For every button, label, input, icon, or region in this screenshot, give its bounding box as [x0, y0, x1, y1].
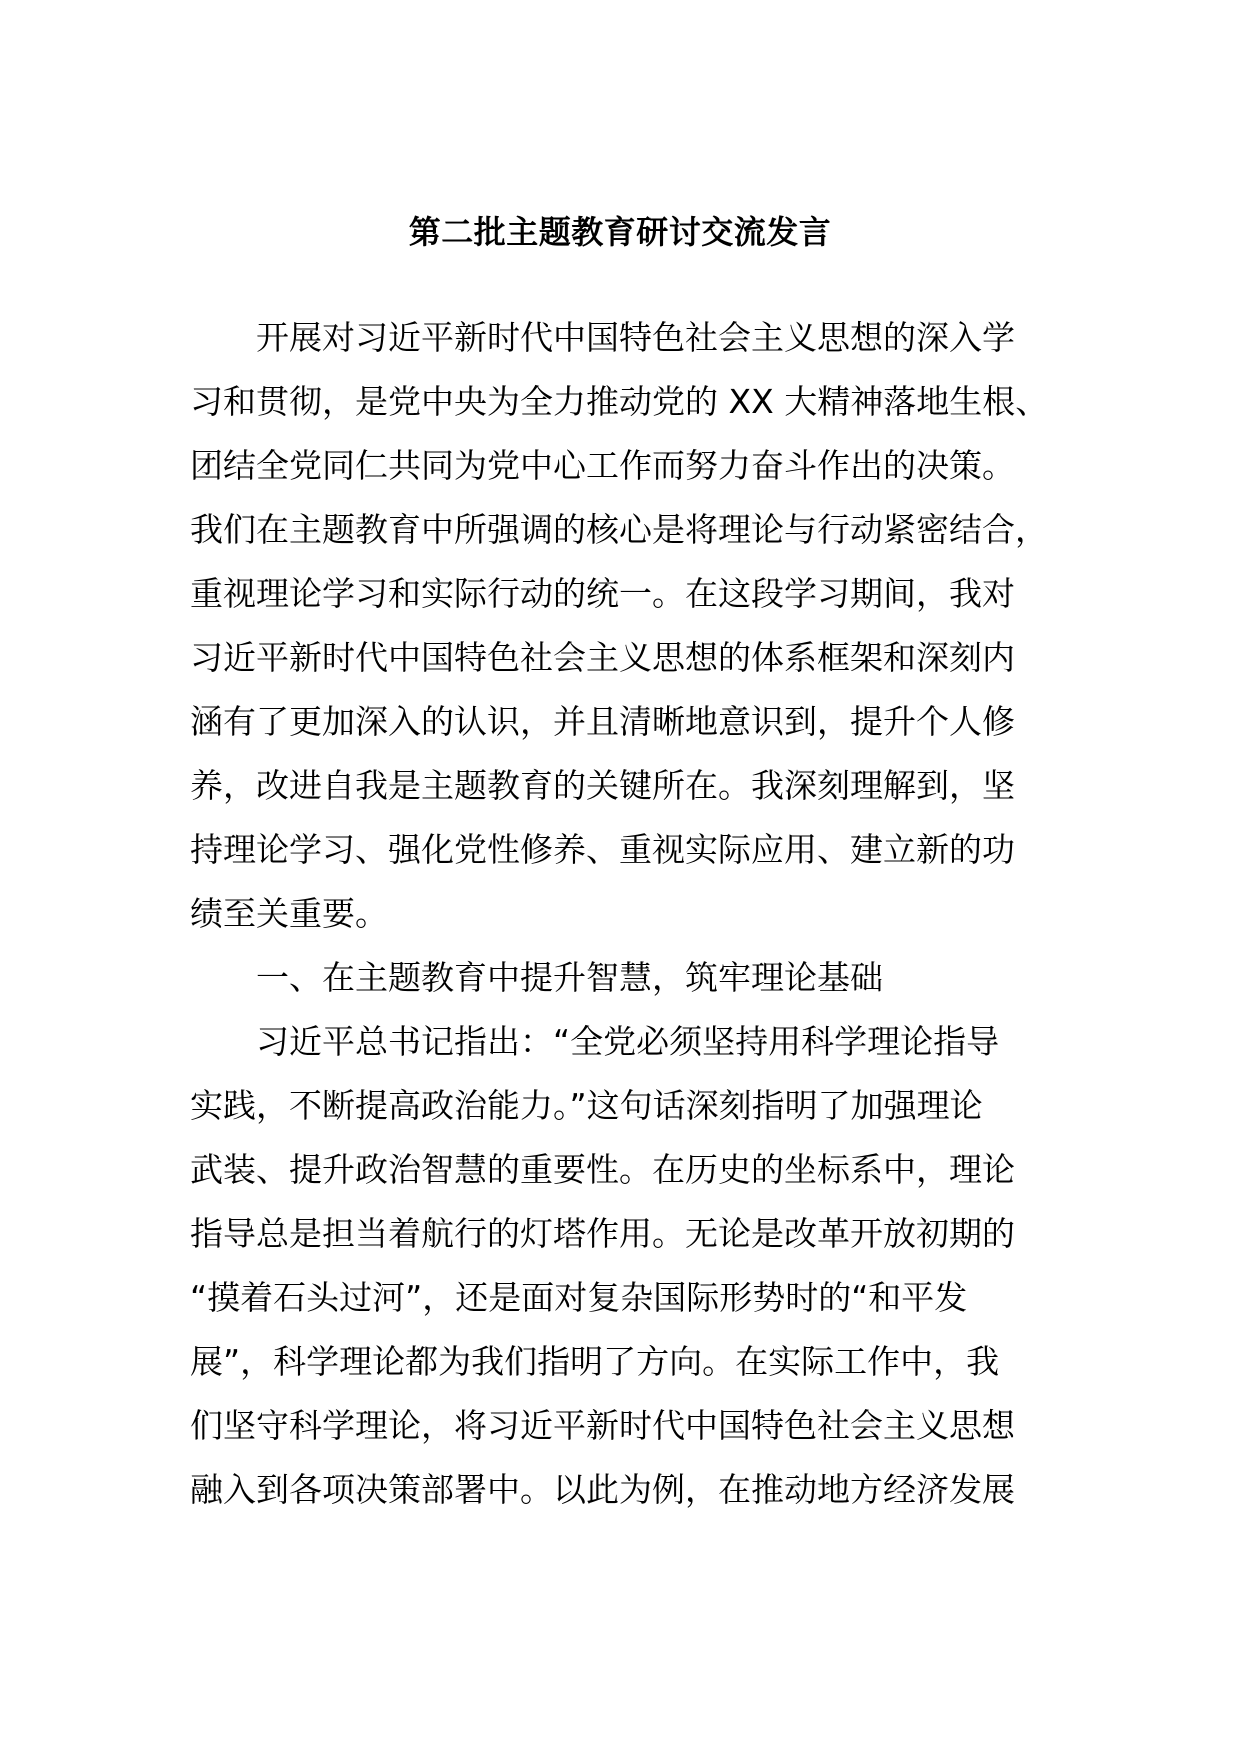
- paragraph-line: 养，改进自我是主题教育的关键所在。我深刻理解到，坚: [190, 766, 1015, 805]
- paragraph-line: 涵有了更加深入的认识，并且清晰地意识到，提升个人修: [190, 702, 1015, 741]
- paragraph-line: 持理论学习、强化党性修养、重视实际应用、建立新的功: [190, 830, 1015, 869]
- paragraph-line: 习和贯彻，是党中央为全力推动党的 XX 大精神落地生根、: [190, 382, 1049, 421]
- document-body: [190, 306, 1050, 1522]
- paragraph-line: 们坚守科学理论，将习近平新时代中国特色社会主义思想: [190, 1406, 1015, 1445]
- paragraph-line: 指导总是担当着航行的灯塔作用。无论是改革开放初期的: [190, 1214, 1015, 1253]
- document-title: 第二批主题教育研讨交流发言: [408, 213, 832, 251]
- paragraph-line: 展”，科学理论都为我们指明了方向。在实际工作中，我: [190, 1342, 1000, 1381]
- paragraph-line: 绩至关重要。: [190, 894, 388, 933]
- paragraph-line: 武装、提升政治智慧的重要性。在历史的坐标系中，理论: [190, 1150, 1015, 1189]
- paragraph-line: 融入到各项决策部署中。以此为例，在推动地方经济发展: [190, 1470, 1015, 1509]
- paragraph-line: 团结全党同仁共同为党中心工作而努力奋斗作出的决策。: [190, 446, 1015, 485]
- paragraph-line: 实践，不断提高政治能力。”这句话深刻指明了加强理论: [190, 1086, 983, 1125]
- section-heading: 一、在主题教育中提升智慧，筑牢理论基础: [256, 958, 883, 997]
- paragraph-line: 我们在主题教育中所强调的核心是将理论与行动紧密结合，: [190, 510, 1048, 549]
- paragraph-line: 习近平新时代中国特色社会主义思想的体系框架和深刻内: [190, 638, 1015, 677]
- paragraph-line: 开展对习近平新时代中国特色社会主义思想的深入学: [256, 318, 1015, 357]
- paragraph-line: 习近平总书记指出：“全党必须坚持用科学理论指导: [256, 1022, 1000, 1061]
- paragraph-line: “摸着石头过河”，还是面对复杂国际形势时的“和平发: [190, 1278, 968, 1317]
- paragraph-line: 重视理论学习和实际行动的统一。在这段学习期间，我对: [190, 574, 1015, 613]
